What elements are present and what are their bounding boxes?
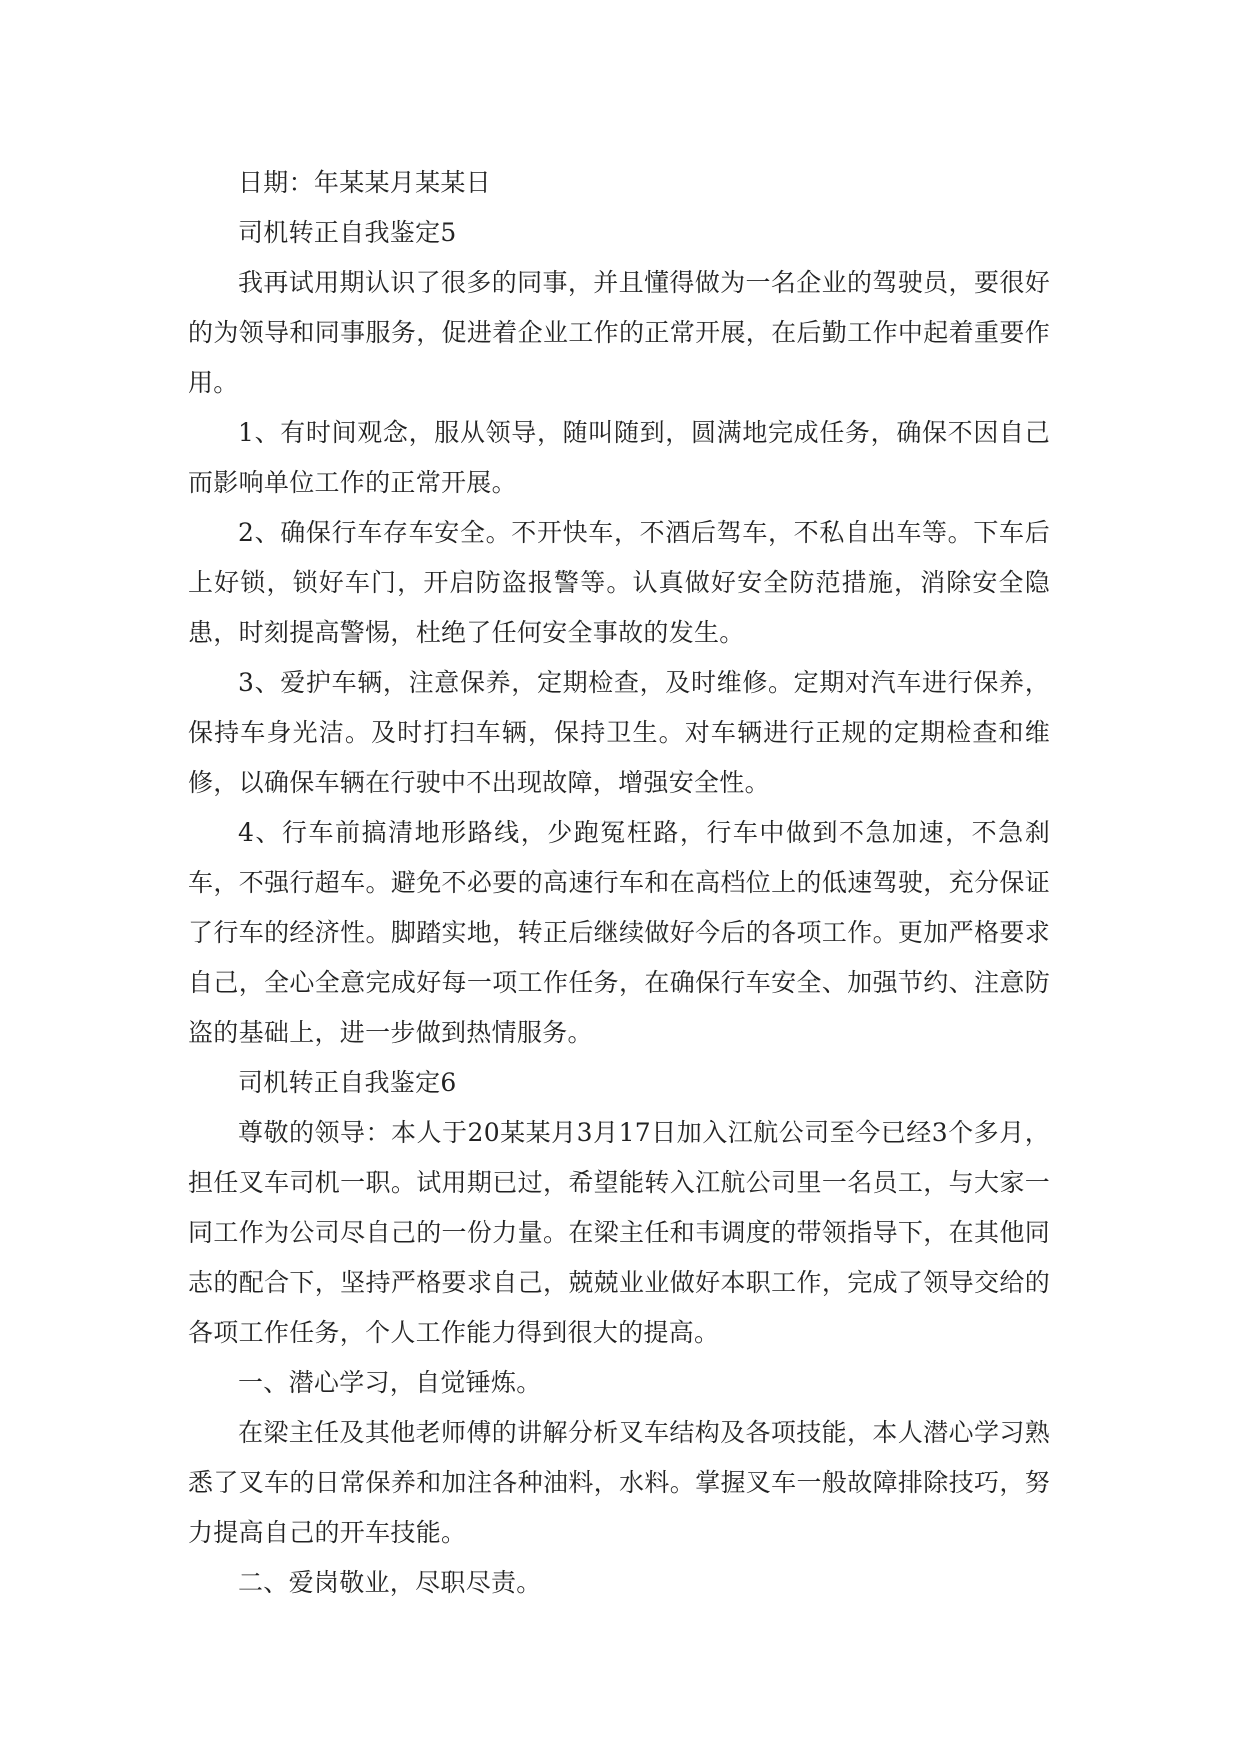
date-line: 日期：年某某月某某日 xyxy=(238,168,492,197)
section5-item-2: 2、确保行车存车安全。不开快车，不酒后驾车，不私自出车等。下车后上好锁，锁好车门，开启防盗报警等。认真做好安全防范措施，消除安全隐患，时刻提高警惕，杜绝了任何安全事故的发生。 xyxy=(188,518,1050,647)
section5-item-1: 1、有时间观念，服从领导，随叫随到，圆满地完成任务，确保不因自己而影响单位工作的正常开展。 xyxy=(188,418,1050,497)
section-title-5: 司机转正自我鉴定5 xyxy=(238,218,457,247)
section6-heading-1: 一、潜心学习，自觉锤炼。 xyxy=(238,1368,542,1397)
document-page xyxy=(188,158,1050,1608)
section5-item-4: 4、行车前搞清地形路线，少跑冤枉路，行车中做到不急加速，不急刹车，不强行超车。避免不必要的高速行车和在高档位上的低速驾驶，充分保证了行车的经济性。脚踏实地，转正后继续做好今后的各项工作。更加严格要求自己，全心全意完成好每一项工作任务，在确保行车安全、加强节约、注意防盗的基础上，进一步做到热情服务。 xyxy=(188,818,1050,1047)
section6-intro-paragraph: 尊敬的领导：本人于20某某月3月17日加入江航公司至今已经3个多月，担任叉车司机一职。试用期已过，希望能转入江航公司里一名员工，与大家一同工作为公司尽自己的一份力量。在梁主任和韦调度的带领指导下，在其他同志的配合下，坚持严格要求自己，兢兢业业做好本职工作，完成了领导交给的各项工作任务，个人工作能力得到很大的提高。 xyxy=(188,1118,1050,1347)
section6-heading-2: 二、爱岗敬业，尽职尽责。 xyxy=(238,1568,542,1597)
section6-paragraph-1: 在梁主任及其他老师傅的讲解分析叉车结构及各项技能，本人潜心学习熟悉了叉车的日常保养和加注各种油料，水料。掌握叉车一般故障排除技巧，努力提高自己的开车技能。 xyxy=(188,1418,1050,1547)
section5-item-3: 3、爱护车辆，注意保养，定期检查，及时维修。定期对汽车进行保养，保持车身光洁。及时打扫车辆，保持卫生。对车辆进行正规的定期检查和维修，以确保车辆在行驶中不出现故障，增强安全性。 xyxy=(188,668,1050,797)
section-title-6: 司机转正自我鉴定6 xyxy=(238,1068,457,1097)
section5-intro-paragraph: 我再试用期认识了很多的同事，并且懂得做为一名企业的驾驶员，要很好的为领导和同事服务，促进着企业工作的正常开展，在后勤工作中起着重要作用。 xyxy=(188,268,1050,397)
